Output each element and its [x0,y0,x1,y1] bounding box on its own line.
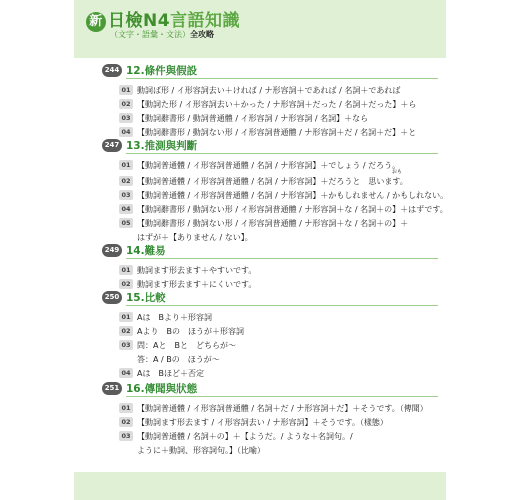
item-number: 01 [119,403,133,413]
logo-subtitle-strong: 全攻略 [190,30,214,39]
item-text: 問：Aと Bと どちらが～ [137,341,236,350]
section-title: 15.比較 [126,292,166,304]
section-title: 14.難易 [126,245,166,257]
logo-badge: 新 [86,12,106,32]
item-number: 03 [119,190,133,200]
section-page-number: 250 [102,291,122,304]
item-number: 02 [119,417,133,427]
item-number: 01 [119,312,133,322]
item-text: 動詞ます形去ます＋やすいです。 [137,266,257,275]
item-number: 02 [119,326,133,336]
section-divider [126,305,438,306]
item-text-continued: はずが＋【ありません / ない】。 [137,233,253,242]
item-text: 動詞ば形 / イ形容詞去い＋ければ / ナ形容詞＋であれば / 名詞＋であれば [137,86,401,95]
item-text-continued: 答：A / Bの ほうが～ [137,355,220,364]
item-text: 動詞ます形去ます＋にくいです。 [137,280,257,289]
section-page-number: 251 [102,382,122,395]
item-text: 【動詞た形 / イ形容詞去い＋かった / ナ形容詞＋だった / 名詞＋だった】＋ら [137,100,417,109]
item-text: 【動詞普通體 / イ形容詞普通體 / 名詞＋だ / ナ形容詞＋だ】＋そうです。（傳聞） [137,404,428,413]
section-page-number: 249 [102,244,122,257]
item-text: 【動詞辭書形 / 動詞ない形 / イ形容詞普通體 / ナ形容詞＋だ / 名詞＋だ】＋と [137,128,417,137]
item-number: 01 [119,160,133,170]
item-number: 03 [119,340,133,350]
logo-subtitle-paren: （文字・語彙・文法） [110,30,190,39]
item-number: 02 [119,176,133,186]
item-text: 【動詞普通體 / イ形容詞普通體 / 名詞 / ナ形容詞】＋でしょう / だろう。 [137,161,401,170]
section-page-number: 244 [102,64,122,77]
logo-title-end: 言語知識 [170,11,241,31]
item-text: Aは Bより＋形容詞 [137,313,212,322]
item-text: Aは Bほど＋否定 [137,369,204,378]
item-number: 01 [119,265,133,275]
section-divider [126,153,438,154]
item-text: 【動詞辭書形 / 動詞普通體 / イ形容詞 / ナ形容詞 / 名詞】＋なら [137,114,369,123]
item-text: 【動詞ます形去ます / イ形容詞去い / ナ形容詞】＋そうです。（樣態） [137,418,388,427]
section-divider [126,78,438,79]
item-number: 03 [119,431,133,441]
item-text: 【動詞辭書形 / 動詞ない形 / イ形容詞普通體 / ナ形容詞＋な / 名詞＋の】＋はずです。 [137,205,448,214]
ruby-reading: おも [392,169,403,175]
item-number: 04 [119,368,133,378]
item-number: 02 [119,279,133,289]
item-number: 01 [119,85,133,95]
item-text-continued: ように＋動詞、形容詞句。】（比喻） [137,446,265,455]
item-number: 03 [119,113,133,123]
section-page-number: 247 [102,139,122,152]
item-number: 04 [119,127,133,137]
section-title: 13.推測與判斷 [126,140,198,152]
item-text: 【動詞普通體 / イ形容詞普通體 / 名詞 / ナ形容詞】＋だろうと 思います。 [137,177,408,186]
item-text: Aより Bの ほうが＋形容詞 [137,327,244,336]
section-divider [126,258,438,259]
footer-band [74,472,446,500]
item-number: 02 [119,99,133,109]
item-text: 【動詞普通體 / イ形容詞普通體 / 名詞 / ナ形容詞】＋かもしれません / かもしれない。 [137,191,449,200]
section-title: 12.條件與假設 [126,65,198,77]
item-number: 04 [119,204,133,214]
item-text: 【動詞普通體 / 名詞＋の】＋【ようだ。/ ような＋名詞句。/ [137,432,353,441]
item-text: 【動詞辭書形 / 動詞ない形 / イ形容詞普通體 / ナ形容詞＋な / 名詞＋の】＋ [137,219,409,228]
section-divider [126,396,438,397]
logo-title-mid: 日檢N4 [108,11,171,31]
item-number: 05 [119,218,133,228]
section-title: 16.傳聞與狀態 [126,383,198,395]
